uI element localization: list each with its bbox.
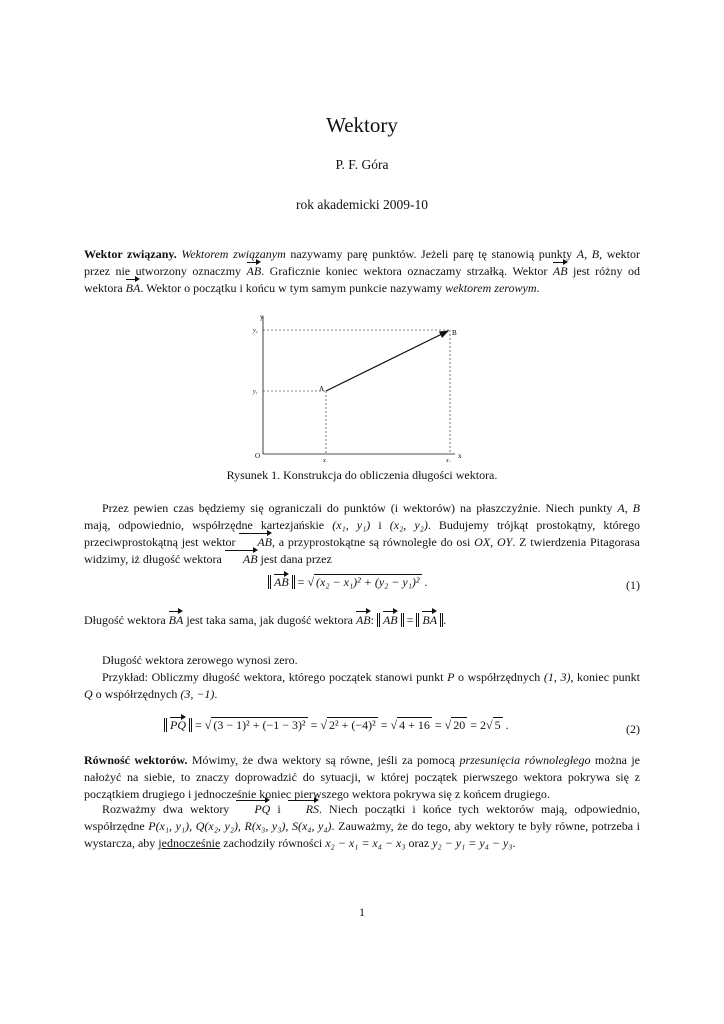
text: , koniec punkt bbox=[570, 670, 640, 684]
math: B bbox=[591, 247, 600, 261]
tick-x1: x₁ bbox=[323, 458, 328, 462]
vector-ba: BA bbox=[422, 613, 438, 627]
text: . Z twierdzenia Pitagorasa widzimy, iż długość wektora bbox=[84, 535, 640, 566]
text: można je nałożyć na siebie, to znaczy doprowadzić do sytuacji, w której początek pierwszego wektora pokrywa się z początkiem drugiego i jednocześnie koniec pierwszego wektora pokrywa się z końcem drugiego. bbox=[84, 753, 641, 801]
section-heading: Równość wektorów. bbox=[84, 753, 188, 767]
vector-ab: AB bbox=[552, 264, 568, 278]
text: . Niech początki i końce tych wektorów mają, odpowiednio, współrzędne bbox=[84, 802, 641, 833]
equation-2: PQ = √ (3 − 1)² + (−1 − 3)² = √ 2² + (−4)² = √ 4 + 16 = √ 20 = 2√ 5 . bbox=[164, 718, 509, 733]
sqrt-term: 2² + (−4)² bbox=[329, 718, 376, 732]
math: A bbox=[617, 501, 625, 515]
norm bbox=[377, 613, 404, 627]
tick-x2: x₂ bbox=[446, 458, 451, 462]
text: , wektor przez nie utworzony oznaczmy bbox=[84, 247, 641, 278]
math: A bbox=[576, 247, 585, 261]
paragraph-example bbox=[84, 669, 640, 703]
equation-1: AB = √ (x₂ − x₁)² + (y₂ − y₁)² . bbox=[268, 575, 428, 590]
text: zachodziły równości bbox=[220, 836, 326, 850]
text: i bbox=[270, 802, 288, 816]
vector-ab: AB bbox=[355, 613, 371, 627]
text: = bbox=[294, 575, 308, 589]
vector-pq: PQ bbox=[170, 718, 186, 732]
math: (x₁, y₁) bbox=[332, 518, 371, 532]
vector-ba: BA bbox=[125, 281, 141, 295]
math: (3, −1) bbox=[180, 687, 215, 701]
term-zero-vector: wektorem zerowym bbox=[445, 281, 537, 295]
text: = bbox=[377, 718, 391, 732]
sqrt-term: 5 bbox=[494, 718, 501, 732]
text: . bbox=[421, 575, 428, 589]
text: mają, odpowiednio, współrzędne kartezjańskie bbox=[84, 518, 333, 532]
text: = bbox=[307, 718, 321, 732]
point-b-label: B bbox=[452, 329, 457, 337]
math: (1, 3) bbox=[543, 670, 571, 684]
text: o współrzędnych bbox=[454, 670, 544, 684]
paragraph-plane bbox=[84, 500, 640, 568]
norm bbox=[164, 718, 192, 732]
section-bound-vector bbox=[84, 246, 640, 297]
term-bound-vector: Wektorem związanym bbox=[181, 247, 286, 261]
vector-ba: BA bbox=[168, 613, 184, 627]
tick-y1: y₁ bbox=[253, 389, 258, 395]
sqrt-term: 4 + 16 bbox=[399, 718, 430, 732]
text: . bbox=[443, 613, 447, 627]
sqrt-term: 20 bbox=[453, 718, 466, 732]
text: Przez pewien czas będziemy się ograniczali do punktów (i wektorów) na płaszczyźnie. Niech punkty bbox=[102, 501, 618, 515]
section-vector-equality bbox=[84, 752, 640, 803]
math: OX, OY bbox=[474, 535, 513, 549]
vector-rs: RS bbox=[288, 801, 319, 818]
text: . Budujemy trójkąt prostokątny, którego przeciwprostokątną jest wektor bbox=[84, 518, 640, 549]
vector-ab: AB bbox=[246, 264, 262, 278]
section-heading: Wektor związany. bbox=[84, 247, 177, 261]
text: Przykład: Obliczmy długość wektora, którego początek stanowi punkt bbox=[102, 670, 448, 684]
text: : bbox=[370, 613, 377, 627]
norm bbox=[268, 575, 295, 589]
equation-number-2: (2) bbox=[626, 722, 640, 736]
paragraph-zero-length: Długość wektora zerowego wynosi zero. bbox=[102, 653, 298, 667]
paragraph-ba-length bbox=[84, 612, 640, 629]
text: oraz bbox=[405, 836, 433, 850]
axis-y-label: y bbox=[260, 313, 264, 321]
text: i bbox=[370, 518, 390, 532]
vector-ab: AB bbox=[239, 534, 272, 551]
text: nazywamy parę punktów. Jeżeli parę tę stanowią punkty bbox=[285, 247, 577, 261]
vector-ab-arrow bbox=[326, 331, 448, 391]
text: = bbox=[192, 718, 205, 732]
text: jest różny od wektora bbox=[84, 264, 640, 295]
text: Długość wektora bbox=[84, 613, 169, 627]
origin-label: O bbox=[255, 452, 261, 460]
point-a-label: A bbox=[319, 385, 325, 393]
underlined-text: jednocześnie bbox=[158, 836, 221, 850]
math: B bbox=[632, 501, 641, 515]
math: P(x₁, y₁), Q(x₂, y₂), R(x₃, y₃), S(x₄, y₄) bbox=[148, 819, 332, 833]
vector-ab: AB bbox=[274, 575, 289, 589]
vector-ab: AB bbox=[382, 613, 398, 627]
math: y₂ − y₁ = y₄ − y₃ bbox=[432, 836, 513, 850]
text: Mówimy, że dwa wektory są równe, jeśli za pomocą bbox=[187, 753, 460, 767]
text: jest dana przez bbox=[257, 552, 332, 566]
text: jest taka sama, jak dugość wektora bbox=[183, 613, 356, 627]
sqrt-term: (3 − 1)² + (−1 − 3)² bbox=[213, 718, 306, 732]
text: , bbox=[584, 247, 592, 261]
figure-caption: Rysunek 1. Konstrukcja do obliczenia długości wektora. bbox=[226, 468, 498, 482]
math: (x₂, y₂) bbox=[389, 518, 428, 532]
math: Q bbox=[84, 687, 93, 701]
vector-pq: PQ bbox=[236, 801, 270, 818]
page-number: 1 bbox=[359, 905, 365, 919]
text: . bbox=[536, 281, 540, 295]
page-title: Wektory bbox=[326, 113, 398, 137]
norm bbox=[416, 613, 443, 627]
equation-number-1: (1) bbox=[626, 578, 640, 592]
text: o współrzędnych bbox=[92, 687, 181, 701]
text: 2 bbox=[480, 718, 487, 732]
tick-y2: y₂ bbox=[253, 328, 258, 334]
text: . Wektor o początku i końcu w tym samym punkcie nazywamy bbox=[140, 281, 446, 295]
math: x₂ − x₁ = x₄ − x₃ bbox=[325, 836, 406, 850]
text: . Zauważmy, że do tego, aby wektory te były równe, potrzeba i wystarcza, aby bbox=[84, 819, 640, 850]
academic-year: rok akademicki 2009-10 bbox=[296, 197, 428, 212]
text: , bbox=[624, 501, 633, 515]
text: = bbox=[467, 718, 481, 732]
term-parallel-shift: przesunięcia równoległego bbox=[459, 753, 591, 767]
text: . Graficznie koniec wektora oznaczamy strzałką. Wektor bbox=[261, 264, 553, 278]
sqrt-term: (x₂ − x₁)² + (y₂ − y₁)² bbox=[316, 575, 420, 589]
vector-ab: AB bbox=[225, 551, 258, 568]
text: Rozważmy dwa wektory bbox=[102, 802, 237, 816]
axis-x-label: x bbox=[458, 452, 462, 460]
text: . bbox=[512, 836, 516, 850]
text: , a przyprostokątne są równoległe do osi bbox=[272, 535, 475, 549]
math: P bbox=[447, 670, 455, 684]
vector-figure bbox=[250, 312, 480, 462]
text: = bbox=[431, 718, 445, 732]
paragraph-equality-condition bbox=[84, 801, 640, 852]
author: P. F. Góra bbox=[335, 157, 389, 172]
text: . bbox=[214, 687, 218, 701]
text: . bbox=[502, 718, 509, 732]
text: = bbox=[403, 613, 417, 627]
